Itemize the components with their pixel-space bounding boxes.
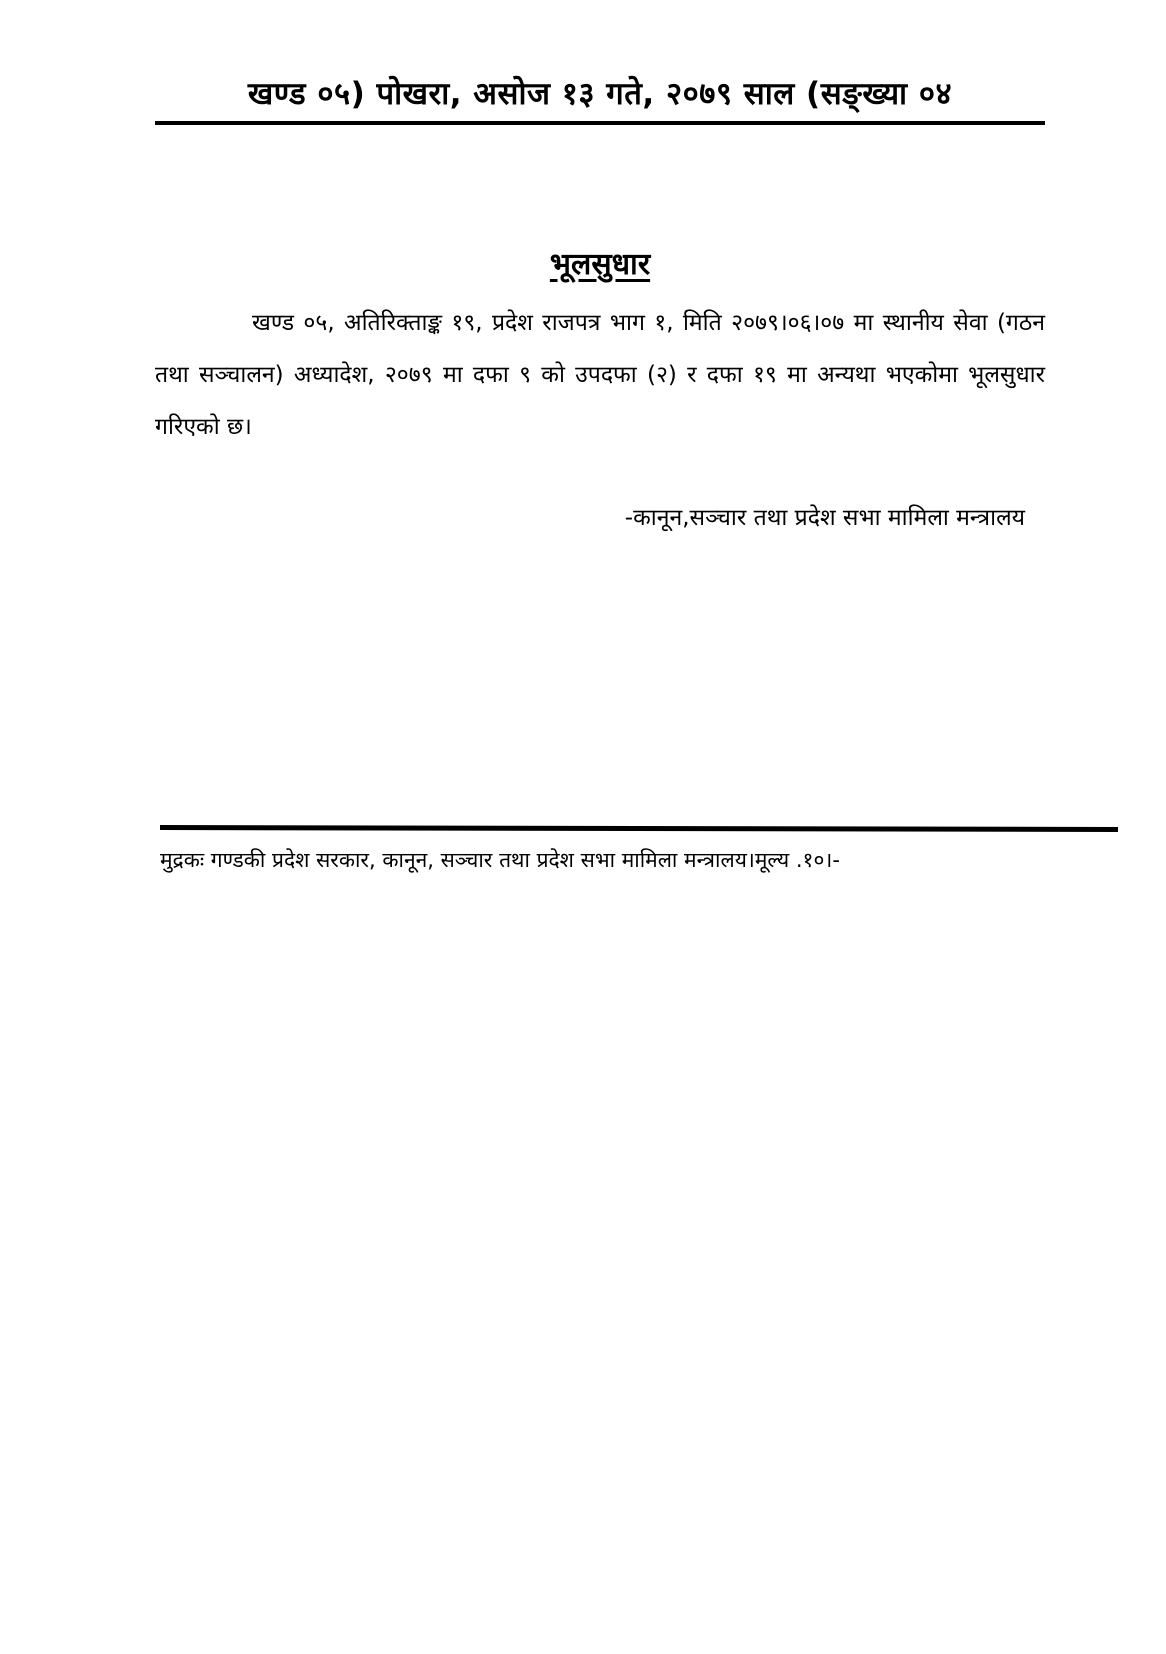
- gazette-header: खण्ड ०५) पोखरा, असोज १३ गते, २०७९ साल (सङ्ख्या ०४: [247, 76, 953, 112]
- notice-title: भूलसुधार: [549, 247, 651, 282]
- header-divider: [155, 121, 1045, 125]
- footer-divider: [160, 825, 1118, 832]
- printer-line: मुद्रकः गण्डकी प्रदेश सरकार, कानून, सञ्चार तथा प्रदेश सभा मामिला मन्त्रालय।मूल्य .१०।-: [160, 848, 840, 872]
- notice-body: खण्ड ०५, अतिरिक्ताङ्क १९, प्रदेश राजपत्र भाग १, मिति २०७९।०६।०७ मा स्थानीय सेवा (गठन तथा सञ्चालन) अध्यादेश, २०७९ मा दफा ९ को उपदफा (२) र दफा १९ मा अन्यथा भएकोमा भूलसुधार गरिएको छ।: [155, 310, 1045, 440]
- ministry-signature: -कानून,सञ्चार तथा प्रदेश सभा मामिला मन्त्रालय: [624, 505, 1025, 531]
